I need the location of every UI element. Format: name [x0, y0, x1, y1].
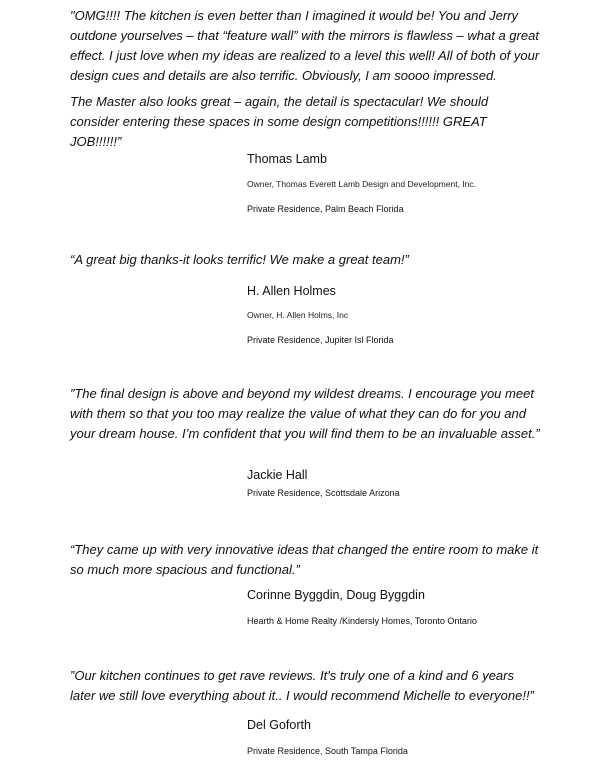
testimonial-location: Private Residence, Palm Beach Florida: [247, 204, 404, 214]
testimonial-quote: [70, 540, 540, 580]
quote-paragraph: ”The final design is above and beyond my wildest dreams. I encourage you meet with them so that you too may realize the value of what they can do for you and your dream house. I’m confident that you will find them to be an invaluable asset.”: [70, 386, 540, 441]
quote-paragraph: ”Our kitchen continues to get rave reviews. It's truly one of a kind and 6 years later we still love everything about it.. I would recommend Michelle to everyone!!”: [70, 668, 534, 703]
testimonial-name: Del Goforth: [247, 718, 311, 732]
testimonial-quote: [70, 250, 540, 270]
testimonial-location: Private Residence, South Tampa Florida: [247, 746, 408, 756]
testimonial-quote: [70, 666, 540, 706]
quote-paragraph: “A great big thanks-it looks terrific! We make a great team!”: [70, 252, 409, 267]
quote-paragraph: "OMG!!!! The kitchen is even better than I imagined it would be! You and Jerry outdone yourselves – that “feature wall” with the mirrors is flawless – what a great effect. I just love when my ideas are realized to a level this well! All of both of your design cues and details are also terrific. Obviously, I am soooo impressed.: [70, 8, 540, 83]
testimonial-title: Owner, Thomas Everett Lamb Design and Development, Inc.: [247, 179, 476, 189]
testimonial-location: Hearth & Home Realty /Kindersly Homes, Toronto Ontario: [247, 616, 477, 626]
testimonial-quote: [70, 384, 540, 444]
testimonial-name: Thomas Lamb: [247, 152, 327, 166]
testimonial-quote: [70, 6, 540, 152]
testimonial-title: Owner, H. Allen Holms, Inc: [247, 310, 349, 320]
testimonial-location: Private Residence, Scottsdale Arizona: [247, 488, 400, 498]
testimonial-location: Private Residence, Jupiter Isl Florida: [247, 335, 394, 345]
testimonial-name: Jackie Hall: [247, 468, 308, 482]
testimonial-name: H. Allen Holmes: [247, 284, 336, 298]
quote-paragraph: “They came up with very innovative ideas that changed the entire room to make it so much more spacious and functional.”: [70, 542, 539, 577]
testimonial-name: Corinne Byggdin, Doug Byggdin: [247, 588, 425, 602]
quote-paragraph: The Master also looks great – again, the detail is spectacular! We should consider entering these spaces in some design competitions!!!!!! GREAT JOB!!!!!!”: [70, 94, 489, 149]
